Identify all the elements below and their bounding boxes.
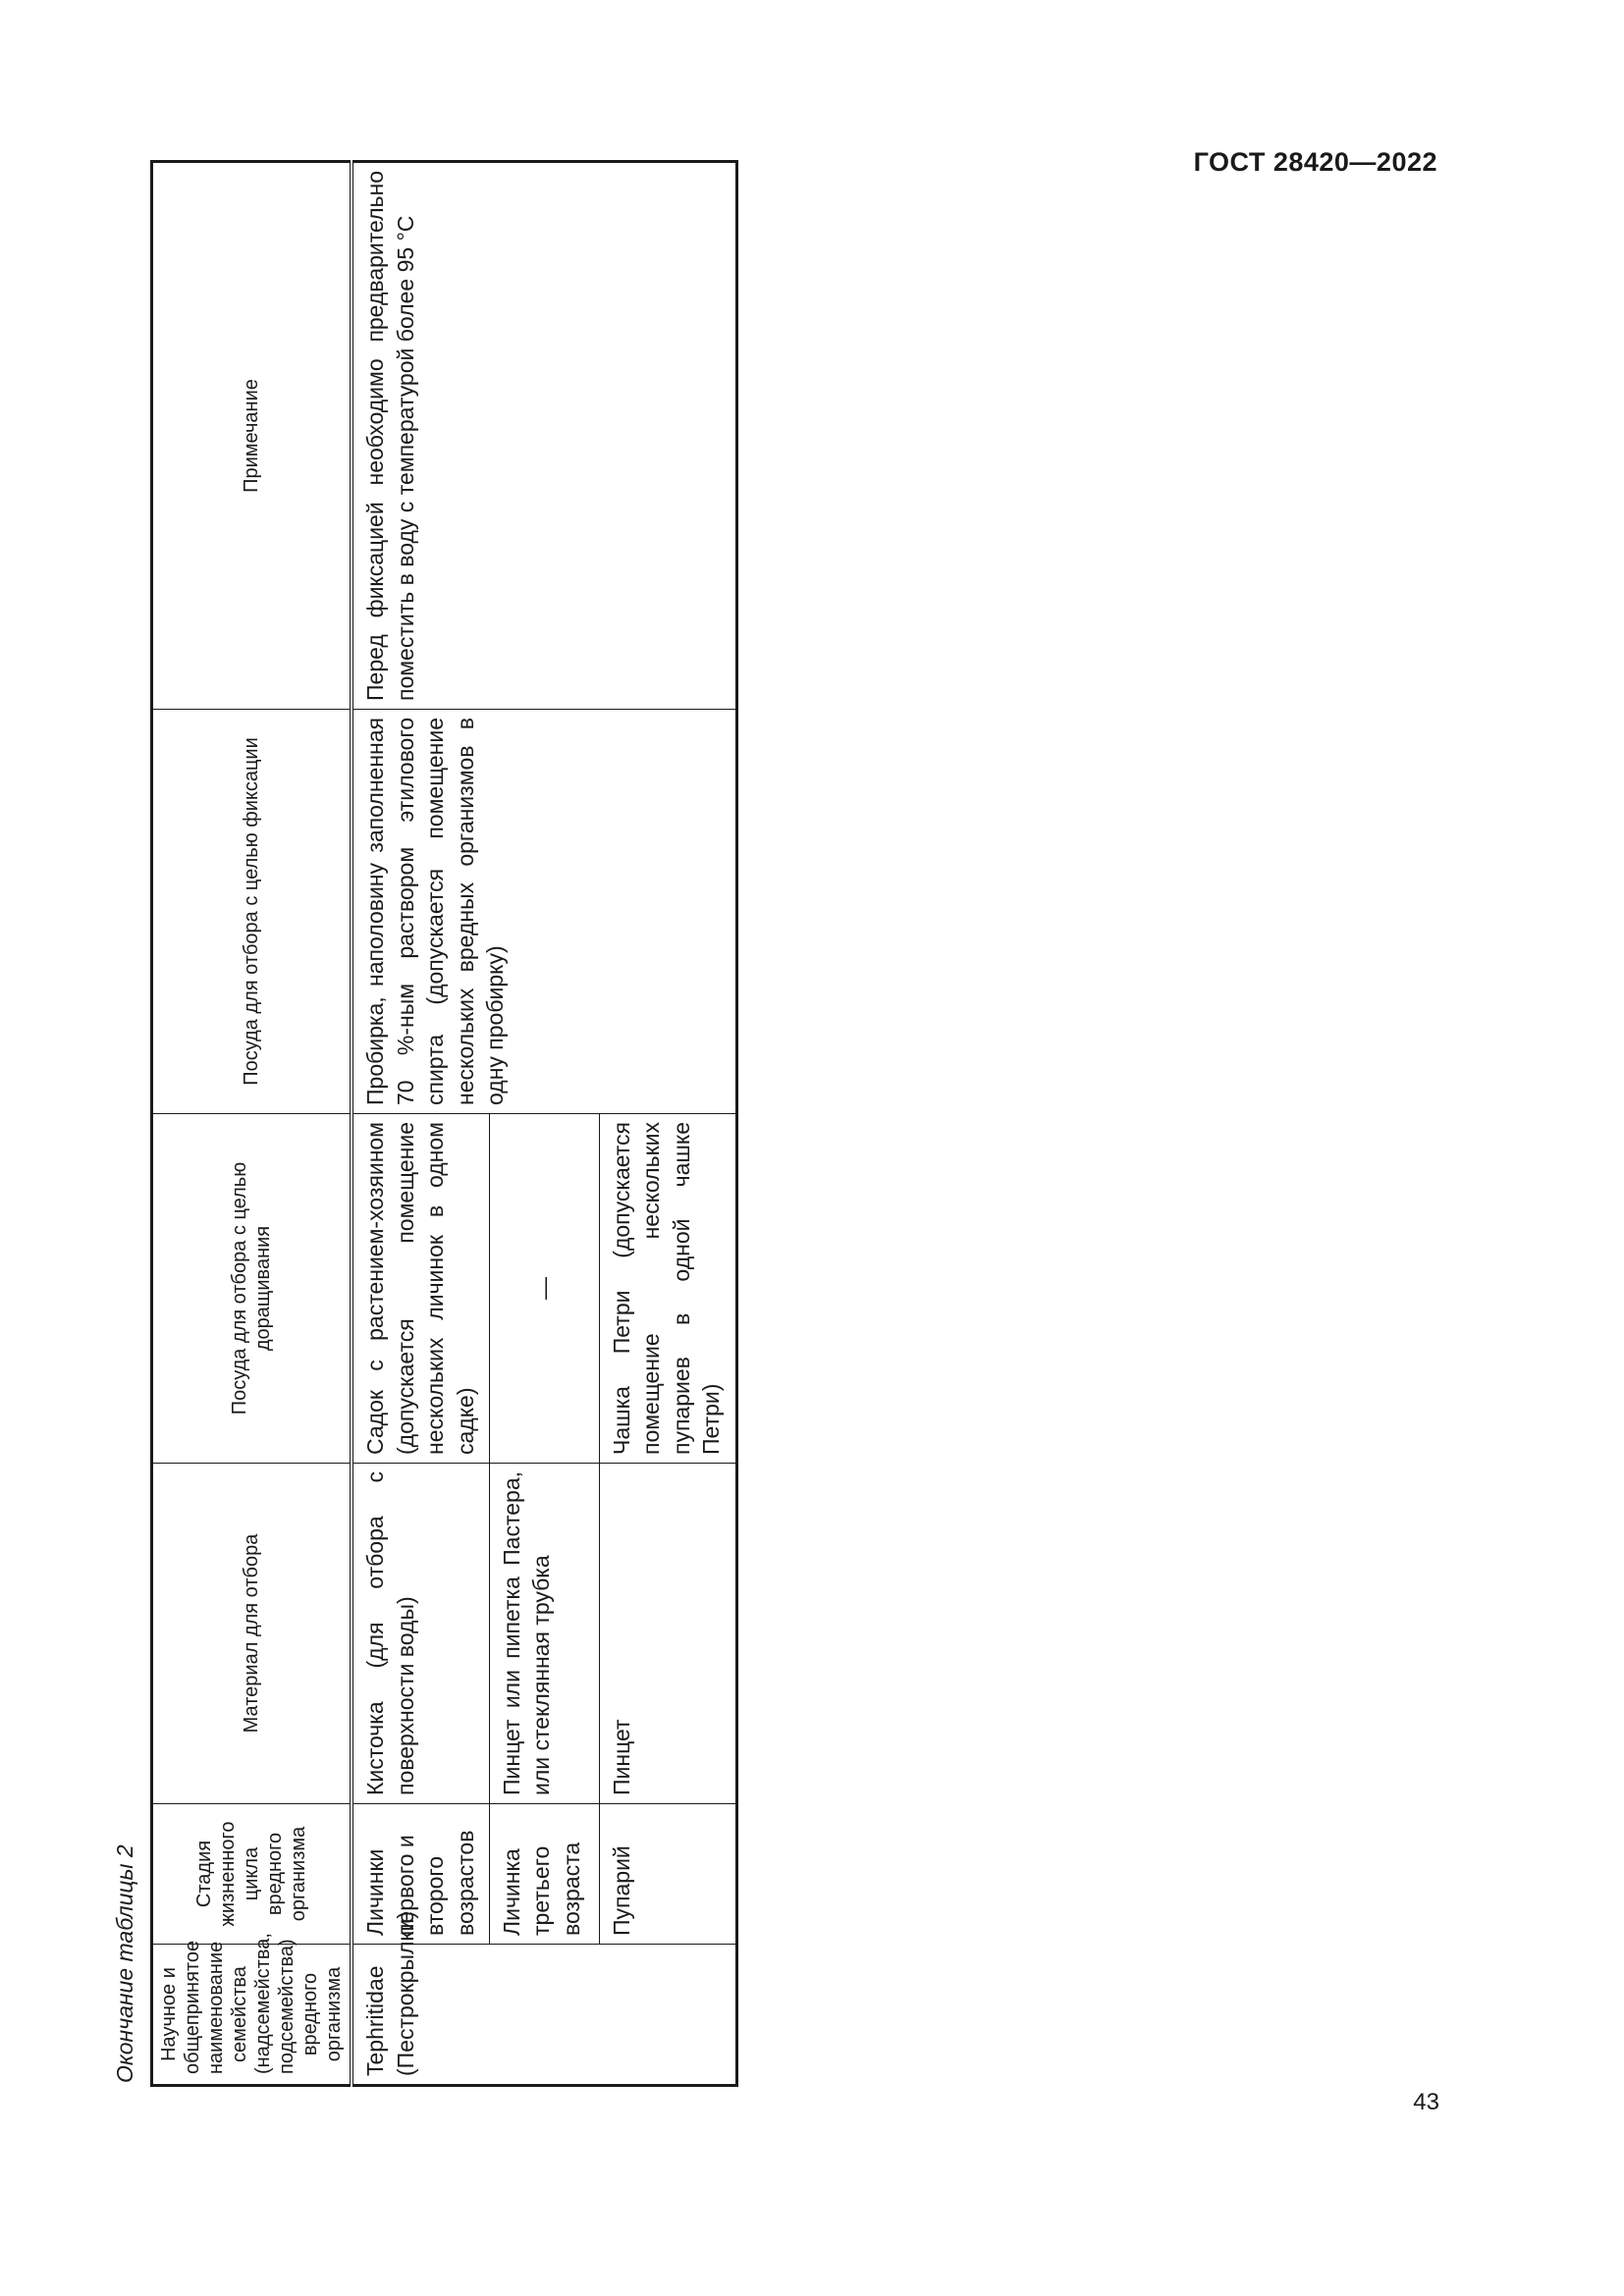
material-cell: Пинцет [599, 1464, 736, 1804]
column-header-stage: Стадия жизненного цикла вредного организма [152, 1804, 352, 1945]
organism-cell: Tephritidae (Пестрокрылки) [352, 1945, 736, 2086]
table-header-row [152, 162, 352, 2086]
column-header-fixation-vessel: Посуда для отбора с целью фиксации [152, 710, 352, 1114]
table-caption: Окончание таблицы 2 [112, 1844, 137, 2083]
stage-cell: Личинка третьего возраста [489, 1804, 599, 1945]
rearing-vessel-cell: Чашка Петри (допускается помещение нескольких пупариев в одной чашке Петри) [599, 1114, 736, 1464]
material-cell: Кисточка (для отбора с поверхности воды) [352, 1464, 489, 1804]
column-header-material: Материал для отбора [152, 1464, 352, 1804]
stage-cell: Личинки первого и второго возрастов [352, 1804, 489, 1945]
sampling-table [150, 160, 738, 2087]
material-cell: Пинцет или пипетка Пастера, или стеклянная трубка [489, 1464, 599, 1804]
table-row [352, 162, 489, 2086]
rearing-vessel-cell: — [489, 1114, 599, 1464]
column-header-rearing-vessel: Посуда для отбора с целью доращивания [152, 1114, 352, 1464]
rearing-vessel-cell: Садок с растением-хозяином (допускается помещение нескольких личинок в одном садке) [352, 1114, 489, 1464]
standard-designation: ГОСТ 28420—2022 [1193, 147, 1437, 177]
page-number: 43 [1413, 2089, 1439, 2115]
rotated-table-block [101, 163, 725, 2087]
column-header-organism: Научное и общепринятое наименование семейства (надсемейства, подсемейства) вредного организма [152, 1945, 352, 2086]
fixation-vessel-cell: Пробирка, наполовину заполненная 70 %-ным раствором этилового спирта (допускается помещение нескольких вредных организмов в одну пробирку) [352, 710, 736, 1114]
column-header-note: Примечание [152, 162, 352, 710]
note-cell: Перед фиксацией необходимо предварительно поместить в воду с температурой более 95 °С [352, 162, 736, 710]
stage-cell: Пупарий [599, 1804, 736, 1945]
